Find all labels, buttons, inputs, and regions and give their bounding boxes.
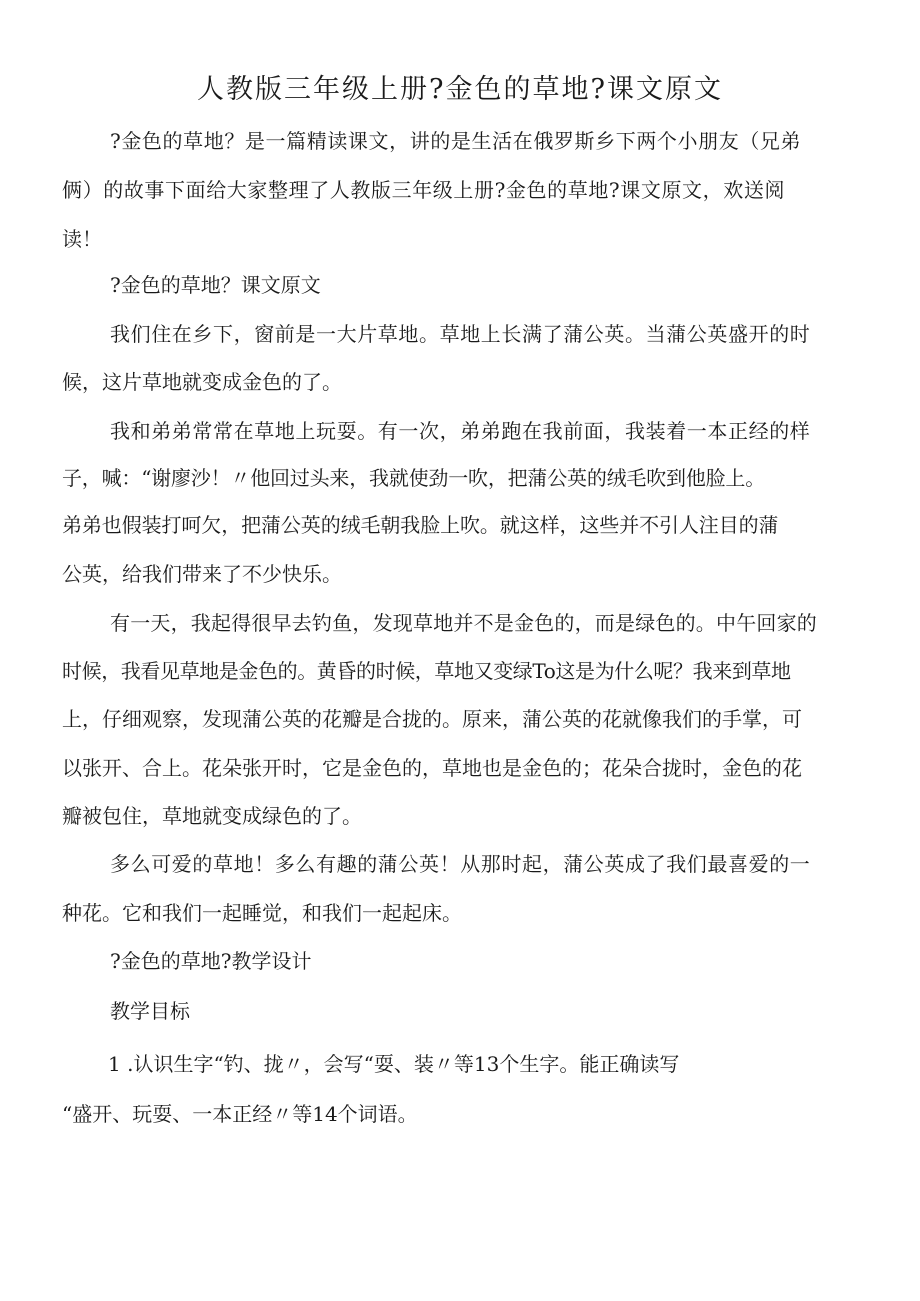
paragraph-line: 弟弟也假装打呵欠，把蒲公英的绒毛朝我脸上吹。就这样，这些并不引人注目的蒲 — [62, 513, 779, 537]
paragraph-line: 子，喊：“谢廖沙！〃他回过头来，我就使劲一吹，把蒲公英的绒毛吹到他脸上。 — [62, 466, 766, 490]
paragraph-line: 候，这片草地就变成金色的了。 — [62, 370, 342, 394]
paragraph-line: 种花。它和我们一起睡觉，和我们一起起床。 — [62, 901, 462, 925]
paragraph-line: 上，仔细观察，发现蒲公英的花瓣是合拢的。原来，蒲公英的花就像我们的手掌，可 — [62, 707, 802, 731]
paragraph-line: 我们住在乡下，窗前是一大片草地。草地上长满了蒲公英。当蒲公英盛开的时 — [110, 322, 811, 346]
paragraph-line: 时候，我看见草地是金色的。黄昏的时候，草地又变绿To这是为什么呢？我来到草地 — [62, 659, 791, 683]
paragraph-line: 读！ — [62, 227, 102, 251]
document-title: 人教版三年级上册?金色的草地?课文原文 — [197, 74, 723, 105]
paragraph-line: 瓣被包住，草地就变成绿色的了。 — [62, 804, 362, 828]
objective-item-continuation: “盛开、玩耍、一本正经〃等14个词语。 — [62, 1102, 418, 1126]
subsection-heading: 教学目标 — [110, 999, 190, 1023]
section-heading: ?金色的草地？课文原文 — [110, 273, 321, 297]
paragraph-line: 以张开、合上。花朵张开时，它是金色的，草地也是金色的；花朵合拢时，金色的花 — [62, 756, 802, 780]
paragraph-line: 我和弟弟常常在草地上玩耍。有一次，弟弟跑在我前面，我装着一本正经的样 — [110, 419, 811, 443]
paragraph-line: 有一天，我起得很早去钓鱼，发现草地并不是金色的，而是绿色的。中午回家的 — [110, 611, 817, 635]
objective-item: 1 .认识生字“钓、拢〃，会写“耍、装〃等13个生字。能正确读写 — [108, 1052, 680, 1076]
paragraph-line: 公英，给我们带来了不少快乐。 — [62, 562, 342, 586]
paragraph-line: ?金色的草地？是一篇精读课文，讲的是生活在俄罗斯乡下两个小朋友（兄弟 — [110, 129, 802, 153]
section-heading: ?金色的草地?教学设计 — [110, 949, 312, 973]
paragraph-line: 多么可爱的草地！多么有趣的蒲公英！从那时起，蒲公英成了我们最喜爱的一 — [110, 852, 811, 876]
paragraph-line: 俩）的故事下面给大家整理了人教版三年级上册?金色的草地?课文原文，欢送阅 — [62, 178, 786, 202]
